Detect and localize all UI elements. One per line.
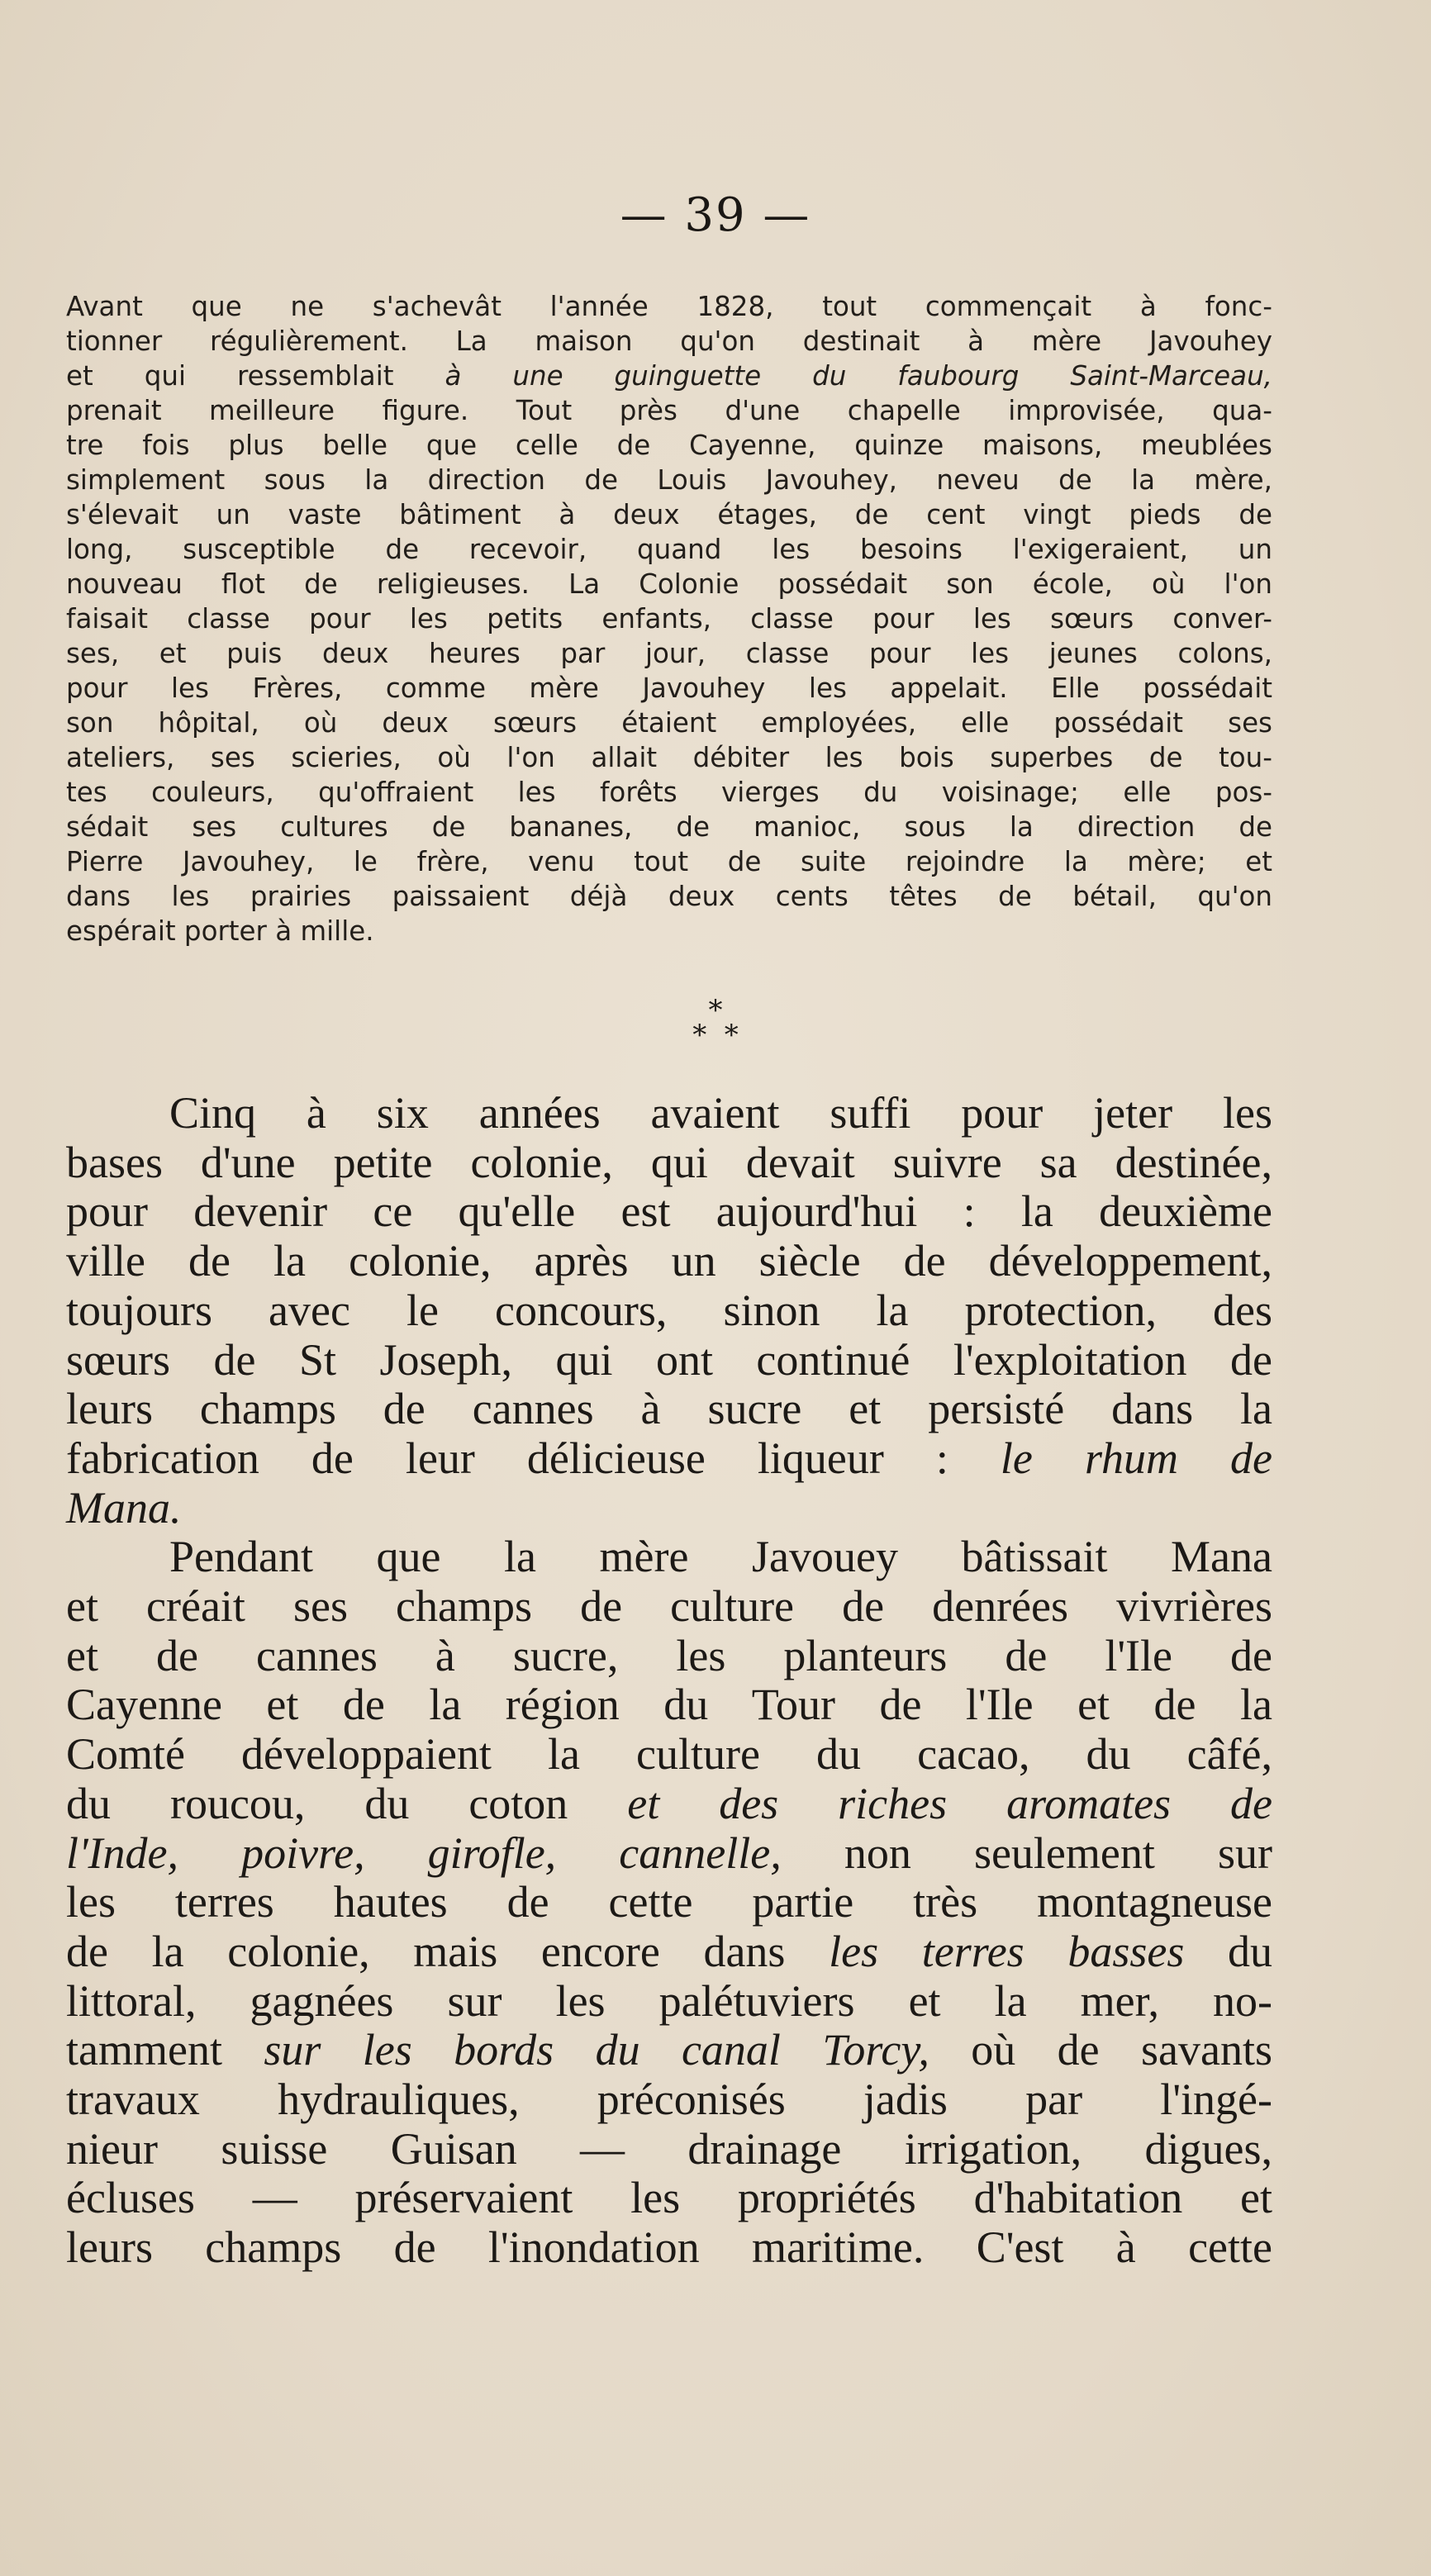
page-number: — 39 — — [620, 188, 811, 242]
text-line: et de cannes à sucre, les planteurs de l'Ile de — [66, 1630, 1272, 1680]
text-line: nieur suisse Guisan — drainage irrigation, digues, — [66, 2123, 1272, 2174]
text-line: de la colonie, mais encore dans les terres basses du — [66, 1926, 1272, 1976]
asterism-top: * — [708, 994, 723, 1027]
text-line: nouveau flot de religieuses. La Colonie possédait son école, où l'on — [66, 568, 1272, 600]
text-line: pour devenir ce qu'elle est aujourd'hui : la deuxième — [66, 1186, 1272, 1237]
text-line: ses, et puis deux heures par jour, classe pour les jeunes colons, — [66, 638, 1272, 669]
text-line: leurs champs de l'inondation maritime. C'est à cette — [66, 2222, 1272, 2273]
text-line: tionner régulièrement. La maison qu'on destinait à mère Javouhey — [66, 326, 1272, 357]
text-line: prenait meilleure figure. Tout près d'une chapelle improvisée, qua- — [66, 395, 1272, 426]
text-line: du roucou, du coton et des riches aromates de — [66, 1778, 1272, 1828]
text-line: ville de la colonie, après un siècle de développement, — [66, 1236, 1272, 1286]
asterism-bottom: * * — [692, 1019, 739, 1052]
paragraph-small-print — [66, 289, 1272, 948]
text-line: Avant que ne s'achevât l'année 1828, tout commençait à fonc- — [66, 291, 1272, 322]
text-line: travaux hydrauliques, préconisés jadis par l'ingé- — [66, 2075, 1272, 2125]
italic-text: Mana. — [66, 1482, 182, 1533]
text-line: Pendant que la mère Javouey bâtissait Mana — [169, 1532, 1272, 1582]
paragraph-large-print — [66, 1089, 1272, 2273]
text-line: dans les prairies paissaient déjà deux cents têtes de bétail, qu'on — [66, 881, 1272, 912]
text-line: simplement sous la direction de Louis Javouhey, neveu de la mère, — [66, 464, 1272, 496]
text-line: les terres hautes de cette partie très montagneuse — [66, 1877, 1272, 1927]
text-line — [66, 1484, 1272, 1533]
text-line: sœurs de St Joseph, qui ont continué l'exploitation de — [66, 1334, 1272, 1385]
text-line: faisait classe pour les petits enfants, classe pour les sœurs conver- — [66, 603, 1272, 634]
text-line: Cayenne et de la région du Tour de l'Ile et de la — [66, 1680, 1272, 1730]
text-line: pour les Frères, comme mère Javouhey les appelait. Elle possédait — [66, 673, 1272, 704]
italic-text: sur les bords du canal Torcy, — [264, 2025, 929, 2075]
text-line: tamment sur les bords du canal Torcy, où de savants — [66, 2025, 1272, 2075]
text-line: s'élevait un vaste bâtiment à deux étages, de cent vingt pieds de — [66, 499, 1272, 530]
text-line: son hôpital, où deux sœurs étaient employées, elle possédait ses — [66, 707, 1272, 739]
text-line: écluses — préservaient les propriétés d'habitation et — [66, 2173, 1272, 2223]
italic-text: le rhum de — [1000, 1433, 1272, 1483]
text-line: espérait porter à mille. — [66, 915, 374, 947]
text-line: littoral, gagnées sur les palétuviers et la mer, no- — [66, 1975, 1272, 2026]
section-separator-asterism — [0, 994, 1431, 1052]
italic-text: et des riches aromates de — [627, 1778, 1272, 1828]
text-line: l'Inde, poivre, girofle, cannelle, non seulement sur — [66, 1827, 1272, 1878]
text-line: toujours avec le concours, sinon la protection, des — [66, 1285, 1272, 1335]
text-line: Cinq à six années avaient suffi pour jeter les — [169, 1088, 1272, 1138]
text-line: sédait ses cultures de bananes, de manioc, sous la direction de — [66, 811, 1272, 843]
text-line: Pierre Javouhey, le frère, venu tout de suite rejoindre la mère; et — [66, 846, 1272, 877]
text-line: ateliers, ses scieries, où l'on allait débiter les bois superbes de tou- — [66, 742, 1272, 773]
text-line: Comté développaient la culture du cacao, du câfé, — [66, 1729, 1272, 1780]
text-line: long, susceptible de recevoir, quand les besoins l'exigeraient, un — [66, 534, 1272, 565]
italic-text: à une guinguette du faubourg Saint-Marceau, — [445, 360, 1273, 392]
text-line: leurs champs de cannes à sucre et persisté dans la — [66, 1384, 1272, 1434]
italic-text: les terres basses — [829, 1926, 1185, 1976]
italic-text: l'Inde, poivre, girofle, cannelle, — [66, 1827, 782, 1878]
text-line: et qui ressemblait à une guinguette du faubourg Saint-Marceau, — [66, 360, 1273, 392]
text-line: tes couleurs, qu'offraient les forêts vierges du voisinage; elle pos- — [66, 777, 1272, 808]
text-line: fabrication de leur délicieuse liqueur : le rhum de — [66, 1433, 1272, 1483]
text-line: bases d'une petite colonie, qui devait suivre sa destinée, — [66, 1137, 1272, 1187]
text-line: et créait ses champs de culture de denrées vivrières — [66, 1581, 1272, 1632]
text-line: tre fois plus belle que celle de Cayenne, quinze maisons, meublées — [66, 430, 1272, 461]
